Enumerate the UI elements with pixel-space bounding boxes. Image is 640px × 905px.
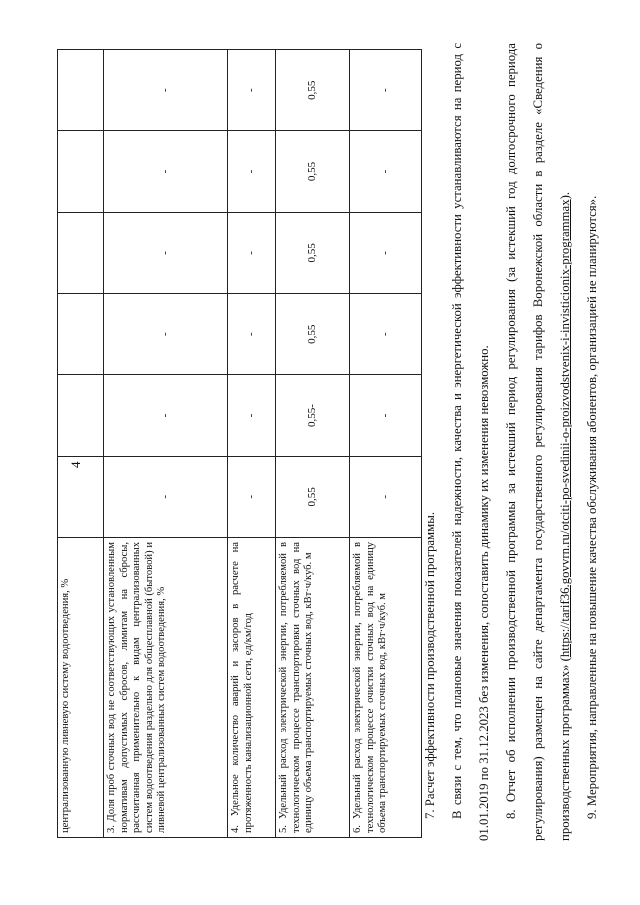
indicator-value xyxy=(58,50,104,131)
section-9-text: 9. Мероприятия, направленные на повышение качества обслуживания абонентов, организацией не планируются». xyxy=(585,195,599,819)
body-text xyxy=(417,43,606,841)
indicator-value xyxy=(58,212,104,293)
indicator-value: - xyxy=(228,375,276,456)
programs-link[interactable]: https://tarif36.govvrn.ru/otciti-po-svedinii-o-proizvodstvenix-i-invisticionix-programmax xyxy=(558,199,572,658)
indicator-value: - xyxy=(350,212,422,293)
indicator-value: 0,55 xyxy=(276,50,350,131)
section-7-title: 7. Расчет эффективности производственной программы. xyxy=(423,511,437,819)
indicator-value: - xyxy=(104,50,228,131)
table-row xyxy=(228,50,276,838)
indicator-value: - xyxy=(228,131,276,212)
indicator-value: 0,55 xyxy=(276,131,350,212)
section-8-end: ). xyxy=(558,191,572,200)
indicator-value: - xyxy=(228,50,276,131)
indicator-value: - xyxy=(350,131,422,212)
section-8-body: 8. Отчет об исполнении производственной программы за истекший период регулирования (за истекший год долгосрочного периода регулирования) размещен на сайте департамента государственного регулирования тарифов Воронежской области в разделе «Сведения о производственных программах» ( xyxy=(504,43,572,841)
table-row xyxy=(350,50,422,838)
indicator-value: - xyxy=(228,212,276,293)
section-7-text: В связи с тем, что плановые значения показателей надежности, качества и энергетической эффективности устанавливаются на период с 01.01.2019 по 31.12.2023 без изменения, сопоставить динамику их изменения невозможно. xyxy=(450,43,491,841)
indicator-value: 0,55 xyxy=(276,294,350,375)
indicator-value: - xyxy=(104,456,228,537)
indicator-value: - xyxy=(350,456,422,537)
indicator-value: - xyxy=(350,50,422,131)
table-row xyxy=(104,50,228,838)
indicator-value xyxy=(58,456,104,537)
indicator-value: - xyxy=(228,456,276,537)
indicator-value: - xyxy=(350,294,422,375)
page-number: 4 xyxy=(68,461,83,468)
indicator-value xyxy=(58,375,104,456)
table-row xyxy=(58,50,104,838)
indicator-description: 5. Удельный расход электрической энергии, потребляемой в технологическом процессе транспортировки сточных вод на единицу объема транспортируемых сточных вод, кВт·ч/куб. м xyxy=(276,538,350,838)
table-row xyxy=(276,50,350,838)
indicator-value: - xyxy=(104,294,228,375)
indicator-value: - xyxy=(228,294,276,375)
indicator-description: 3. Доля проб сточных вод не соответствующих установленным нормативам допустимых сбросов, лимитам на сбросы, рассчитанная применительно к видам централизованных систем водоотведения раздельно для общесплавной (бытовой) и ливневой централизованных систем водоотведения, % xyxy=(104,538,228,838)
indicators-table xyxy=(57,49,422,838)
indicator-value: - xyxy=(350,375,422,456)
section-8-text xyxy=(498,43,579,841)
indicator-value: - xyxy=(104,212,228,293)
indicator-value: - xyxy=(104,375,228,456)
indicator-description: централизованную ливневую систему водоотведения, % xyxy=(58,538,104,838)
indicator-value xyxy=(58,131,104,212)
indicator-value xyxy=(58,294,104,375)
indicator-value: - xyxy=(104,131,228,212)
indicator-value: 0,55- xyxy=(276,375,350,456)
indicator-value: 0,55 xyxy=(276,456,350,537)
indicator-value: 0,55 xyxy=(276,212,350,293)
indicator-description: 4. Удельное количество аварий и засоров в расчете на протяженность канализационной сети, ед/км/год xyxy=(228,538,276,838)
indicator-description: 6. Удельный расход электрической энергии, потребляемой в технологическом процессе очистки сточных вод на единицу объема транспортируемых сточных вод, кВт·ч/куб. м xyxy=(350,538,422,838)
